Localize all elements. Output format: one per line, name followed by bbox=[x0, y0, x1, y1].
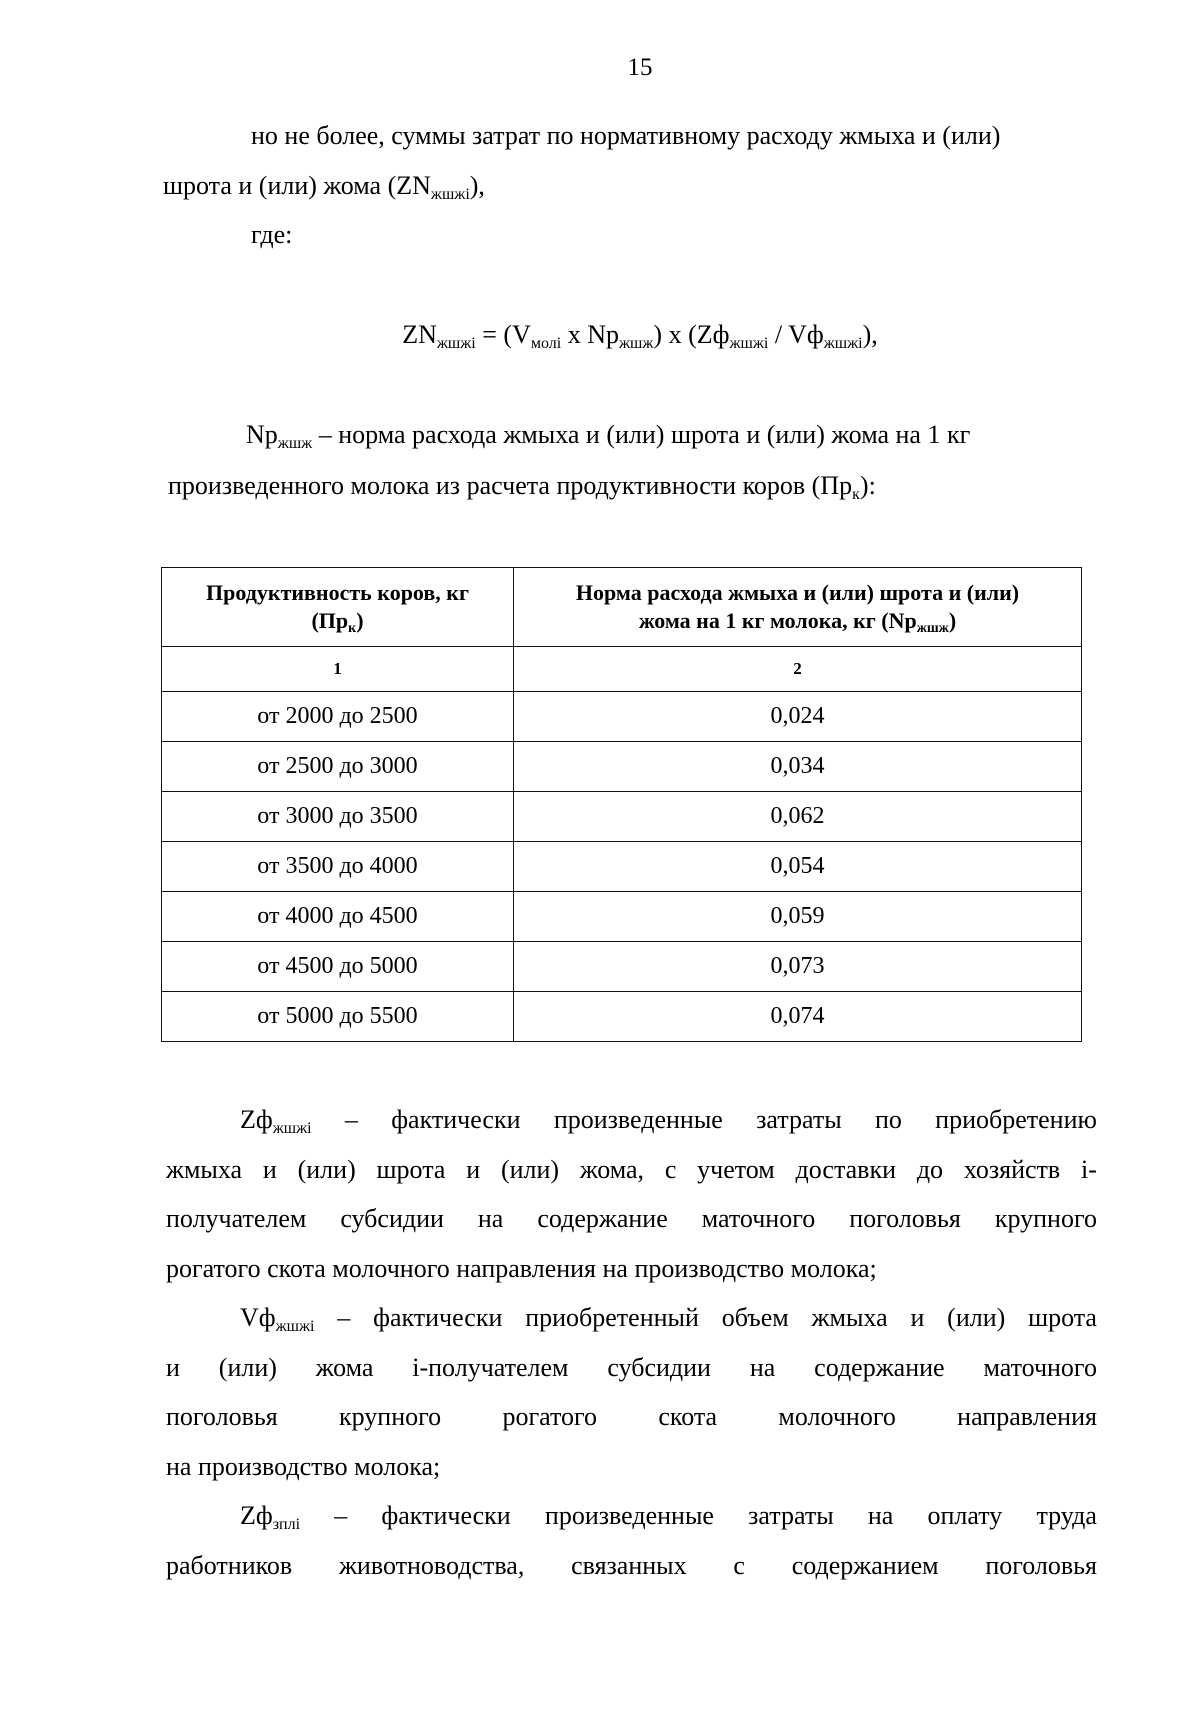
word: субсидии bbox=[607, 1353, 711, 1382]
table-row bbox=[162, 742, 1082, 792]
word: до bbox=[916, 1155, 944, 1184]
word: – bbox=[337, 1303, 351, 1332]
word: шрота bbox=[376, 1155, 446, 1184]
table-row bbox=[162, 892, 1082, 942]
word: затраты bbox=[748, 1501, 834, 1530]
word: доставки bbox=[795, 1155, 897, 1184]
word: рогатого bbox=[502, 1402, 598, 1431]
norm-value-cell: 0,059 bbox=[514, 892, 1082, 942]
word: жмыха bbox=[811, 1303, 888, 1332]
page-number: 15 bbox=[627, 54, 653, 81]
word: i-получателем bbox=[412, 1353, 569, 1382]
vf-definition-line-4: на производство молока; bbox=[166, 1452, 441, 1481]
norm-value-cell: 0,074 bbox=[514, 992, 1082, 1042]
word: и bbox=[262, 1155, 277, 1184]
word: животноводства, bbox=[338, 1551, 525, 1580]
word: объем bbox=[721, 1303, 789, 1332]
where-label: где: bbox=[251, 220, 293, 249]
word: скота bbox=[658, 1402, 718, 1431]
productivity-range-cell: от 2000 до 2500 bbox=[162, 692, 514, 742]
norms-table bbox=[161, 567, 1082, 1042]
word: содержанием bbox=[791, 1551, 939, 1580]
word: произведенные bbox=[544, 1501, 714, 1530]
productivity-range-cell: от 2500 до 3000 bbox=[162, 742, 514, 792]
vf-symbol: $Vф_{жшжi}$ bbox=[240, 1303, 315, 1335]
word: на bbox=[867, 1501, 894, 1530]
word: содержание bbox=[537, 1204, 668, 1233]
word: приобретенный bbox=[525, 1303, 699, 1332]
word: шрота bbox=[1028, 1303, 1097, 1332]
productivity-range-cell: от 3500 до 4000 bbox=[162, 842, 514, 892]
word: хозяйств bbox=[963, 1155, 1061, 1184]
word: произведенные bbox=[553, 1105, 723, 1134]
vf-definition-line-1 bbox=[240, 1303, 1097, 1335]
word: затраты bbox=[756, 1105, 842, 1134]
word: (или) bbox=[297, 1155, 356, 1184]
word: маточного bbox=[983, 1353, 1097, 1382]
zfzp-definition-line-2 bbox=[166, 1553, 1097, 1579]
column-number: 1 bbox=[162, 647, 514, 692]
zf-symbol: $Zф_{жшжi}$ bbox=[240, 1105, 312, 1137]
word: труда bbox=[1036, 1501, 1097, 1530]
word: крупного bbox=[338, 1402, 442, 1431]
word: – bbox=[344, 1105, 358, 1134]
word: жома, bbox=[579, 1155, 645, 1184]
np-definition-line-2: произведенного молока из расчета продуктивности коров $(Пр_к)$: bbox=[168, 471, 876, 503]
word: и bbox=[466, 1155, 481, 1184]
word: направления bbox=[957, 1402, 1097, 1431]
word: приобретению bbox=[935, 1105, 1097, 1134]
zf-definition-line-3 bbox=[166, 1206, 1097, 1232]
table-row bbox=[162, 792, 1082, 842]
header-norm: Норма расхода жмыха и (или) шрота и (или) жома на 1 кг молока, кг $(Np_{жшж})$ bbox=[514, 568, 1082, 647]
word: i- bbox=[1080, 1155, 1097, 1184]
word: работников bbox=[166, 1551, 293, 1580]
zfzp-symbol: $Zф_{зплi}$ bbox=[240, 1501, 301, 1533]
column-number: 2 bbox=[514, 647, 1082, 692]
norm-value-cell: 0,054 bbox=[514, 842, 1082, 892]
word: маточного bbox=[701, 1204, 816, 1233]
productivity-range-cell: от 5000 до 5500 bbox=[162, 992, 514, 1042]
vf-definition-line-2 bbox=[166, 1355, 1097, 1381]
productivity-range-cell: от 4000 до 4500 bbox=[162, 892, 514, 942]
word: получателем bbox=[166, 1204, 307, 1233]
zf-definition-line-1 bbox=[240, 1105, 1097, 1137]
zfzp-definition-line-1 bbox=[240, 1501, 1097, 1533]
word: содержание bbox=[814, 1353, 945, 1382]
word: поголовья bbox=[849, 1204, 961, 1233]
word: оплату bbox=[927, 1501, 1003, 1530]
word: (или) bbox=[500, 1155, 560, 1184]
productivity-range-cell: от 4500 до 5000 bbox=[162, 942, 514, 992]
table-row bbox=[162, 942, 1082, 992]
word: субсидии bbox=[340, 1204, 444, 1233]
word: жома bbox=[315, 1353, 374, 1382]
word: (или) bbox=[947, 1303, 1006, 1332]
norm-value-cell: 0,062 bbox=[514, 792, 1082, 842]
word: на bbox=[477, 1204, 504, 1233]
word: по bbox=[874, 1105, 902, 1134]
word: и bbox=[166, 1353, 180, 1382]
word: с bbox=[733, 1551, 745, 1580]
norm-value-cell: 0,073 bbox=[514, 942, 1082, 992]
header-productivity: Продуктивность коров, кг $(Пр_к)$ bbox=[162, 568, 514, 647]
word: (или) bbox=[218, 1353, 277, 1382]
word: крупного bbox=[994, 1204, 1097, 1233]
productivity-range-cell: от 3000 до 3500 bbox=[162, 792, 514, 842]
word: фактически bbox=[373, 1303, 503, 1332]
word: фактически bbox=[381, 1501, 511, 1530]
word: поголовья bbox=[166, 1402, 278, 1431]
table-row bbox=[162, 992, 1082, 1042]
norm-value-cell: 0,034 bbox=[514, 742, 1082, 792]
word: и bbox=[910, 1303, 925, 1332]
table-row bbox=[162, 842, 1082, 892]
word: молочного bbox=[778, 1402, 896, 1431]
vf-definition-line-3 bbox=[166, 1404, 1097, 1430]
word: учетом bbox=[697, 1155, 775, 1184]
word: поголовья bbox=[985, 1551, 1097, 1580]
word: с bbox=[664, 1155, 677, 1184]
word: – bbox=[334, 1501, 348, 1530]
word: жмыха bbox=[166, 1155, 243, 1184]
norm-value-cell: 0,024 bbox=[514, 692, 1082, 742]
word: связанных bbox=[571, 1551, 687, 1580]
formula: $ZN_{жшжi} = (V_{молi}$ x $Np_{жшж}$) x $(Zф_{жшжi} / Vф_{жшжi})$, bbox=[402, 320, 878, 352]
intro-line-2: шрота и (или) жома $(ZN_{жшжi})$, bbox=[163, 171, 485, 203]
zf-definition-line-2 bbox=[166, 1157, 1097, 1183]
table-row bbox=[162, 692, 1082, 742]
zf-definition-line-4: рогатого скота молочного направления на производство молока; bbox=[166, 1254, 877, 1283]
np-definition-line-1: $Np_{жшж}$ – норма расхода жмыха и (или) шрота и (или) жома на 1 кг bbox=[246, 420, 971, 452]
intro-line-1: но не более, суммы затрат по нормативному расходу жмыха и (или) bbox=[251, 121, 1001, 150]
word: на bbox=[749, 1353, 776, 1382]
column-numbers-row bbox=[162, 647, 1082, 692]
word: фактически bbox=[391, 1105, 521, 1134]
